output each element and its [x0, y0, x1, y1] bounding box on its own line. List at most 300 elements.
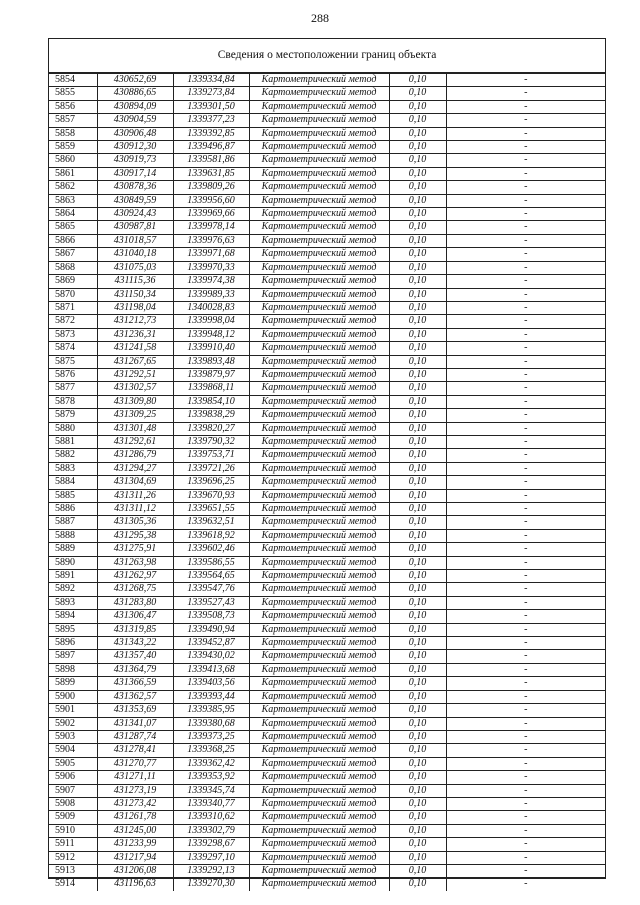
method-cell: Картометрический метод [249, 462, 389, 475]
accuracy-cell: 0,10 [389, 771, 446, 784]
x-coordinate-cell: 430912,30 [97, 141, 173, 154]
y-coordinate-cell: 1339377,23 [173, 114, 249, 127]
accuracy-cell: 0,10 [389, 811, 446, 824]
x-coordinate-cell: 431075,03 [97, 261, 173, 274]
description-cell: - [446, 288, 605, 301]
x-coordinate-cell: 431366,59 [97, 677, 173, 690]
description-cell: - [446, 234, 605, 247]
y-coordinate-cell: 1339301,50 [173, 100, 249, 113]
accuracy-cell: 0,10 [389, 744, 446, 757]
method-cell: Картометрический метод [249, 864, 389, 877]
method-cell: Картометрический метод [249, 141, 389, 154]
x-coordinate-cell: 431273,42 [97, 797, 173, 810]
method-cell: Картометрический метод [249, 154, 389, 167]
point-number-cell: 5863 [49, 194, 97, 207]
description-cell: - [446, 355, 605, 368]
method-cell: Картометрический метод [249, 328, 389, 341]
x-coordinate-cell: 431292,51 [97, 368, 173, 381]
point-number-cell: 5907 [49, 784, 97, 797]
point-number-cell: 5912 [49, 851, 97, 864]
x-coordinate-cell: 430924,43 [97, 208, 173, 221]
accuracy-cell: 0,10 [389, 194, 446, 207]
method-cell: Картометрический метод [249, 650, 389, 663]
y-coordinate-cell: 1339547,76 [173, 583, 249, 596]
accuracy-cell: 0,10 [389, 208, 446, 221]
table-row [49, 838, 605, 851]
description-cell: - [446, 422, 605, 435]
point-number-cell: 5855 [49, 87, 97, 100]
x-coordinate-cell: 431040,18 [97, 248, 173, 261]
description-cell: - [446, 677, 605, 690]
table-row [49, 87, 605, 100]
point-number-cell: 5902 [49, 717, 97, 730]
table-row [49, 878, 605, 891]
point-number-cell: 5858 [49, 127, 97, 140]
y-coordinate-cell: 1339385,95 [173, 704, 249, 717]
method-cell: Картометрический метод [249, 851, 389, 864]
method-cell: Картометрический метод [249, 368, 389, 381]
method-cell: Картометрический метод [249, 717, 389, 730]
table-row [49, 368, 605, 381]
method-cell: Картометрический метод [249, 637, 389, 650]
method-cell: Картометрический метод [249, 570, 389, 583]
y-coordinate-cell: 1339273,84 [173, 87, 249, 100]
point-number-cell: 5887 [49, 516, 97, 529]
x-coordinate-cell: 430886,65 [97, 87, 173, 100]
point-number-cell: 5901 [49, 704, 97, 717]
accuracy-cell: 0,10 [389, 583, 446, 596]
table-row [49, 489, 605, 502]
description-cell: - [446, 864, 605, 877]
x-coordinate-cell: 430987,81 [97, 221, 173, 234]
y-coordinate-cell: 1339631,85 [173, 167, 249, 180]
description-cell: - [446, 516, 605, 529]
point-number-cell: 5892 [49, 583, 97, 596]
point-number-cell: 5870 [49, 288, 97, 301]
description-cell: - [446, 503, 605, 516]
boundary-table-frame [48, 38, 606, 890]
point-number-cell: 5862 [49, 181, 97, 194]
y-coordinate-cell: 1339310,62 [173, 811, 249, 824]
table-row [49, 583, 605, 596]
point-number-cell: 5867 [49, 248, 97, 261]
point-number-cell: 5868 [49, 261, 97, 274]
x-coordinate-cell: 431319,85 [97, 623, 173, 636]
method-cell: Картометрический метод [249, 261, 389, 274]
accuracy-cell: 0,10 [389, 167, 446, 180]
point-number-cell: 5873 [49, 328, 97, 341]
point-number-cell: 5874 [49, 342, 97, 355]
method-cell: Картометрический метод [249, 288, 389, 301]
method-cell: Картометрический метод [249, 663, 389, 676]
table-row [49, 141, 605, 154]
point-number-cell: 5884 [49, 476, 97, 489]
point-number-cell: 5878 [49, 395, 97, 408]
point-number-cell: 5909 [49, 811, 97, 824]
table-row [49, 127, 605, 140]
accuracy-cell: 0,10 [389, 489, 446, 502]
accuracy-cell: 0,10 [389, 757, 446, 770]
x-coordinate-cell: 431196,63 [97, 878, 173, 891]
method-cell: Картометрический метод [249, 342, 389, 355]
accuracy-cell: 0,10 [389, 851, 446, 864]
description-cell: - [446, 623, 605, 636]
y-coordinate-cell: 1339270,30 [173, 878, 249, 891]
method-cell: Картометрический метод [249, 744, 389, 757]
accuracy-cell: 0,10 [389, 717, 446, 730]
accuracy-cell: 0,10 [389, 838, 446, 851]
table-row [49, 422, 605, 435]
table-row [49, 730, 605, 743]
accuracy-cell: 0,10 [389, 127, 446, 140]
description-cell: - [446, 328, 605, 341]
description-cell: - [446, 368, 605, 381]
y-coordinate-cell: 1339564,65 [173, 570, 249, 583]
table-row [49, 543, 605, 556]
accuracy-cell: 0,10 [389, 516, 446, 529]
accuracy-cell: 0,10 [389, 878, 446, 891]
y-coordinate-cell: 1339868,11 [173, 382, 249, 395]
table-row [49, 234, 605, 247]
method-cell: Картометрический метод [249, 476, 389, 489]
table-row [49, 744, 605, 757]
y-coordinate-cell: 1339362,42 [173, 757, 249, 770]
method-cell: Картометрический метод [249, 194, 389, 207]
point-number-cell: 5872 [49, 315, 97, 328]
x-coordinate-cell: 431353,69 [97, 704, 173, 717]
table-row [49, 355, 605, 368]
method-cell: Картометрический метод [249, 87, 389, 100]
x-coordinate-cell: 431362,57 [97, 690, 173, 703]
x-coordinate-cell: 431364,79 [97, 663, 173, 676]
accuracy-cell: 0,10 [389, 261, 446, 274]
y-coordinate-cell: 1339373,25 [173, 730, 249, 743]
point-number-cell: 5906 [49, 771, 97, 784]
accuracy-cell: 0,10 [389, 409, 446, 422]
point-number-cell: 5890 [49, 556, 97, 569]
method-cell: Картометрический метод [249, 610, 389, 623]
point-number-cell: 5900 [49, 690, 97, 703]
method-cell: Картометрический метод [249, 221, 389, 234]
x-coordinate-cell: 430919,73 [97, 154, 173, 167]
x-coordinate-cell: 431302,57 [97, 382, 173, 395]
accuracy-cell: 0,10 [389, 462, 446, 475]
y-coordinate-cell: 1339496,87 [173, 141, 249, 154]
table-row [49, 435, 605, 448]
description-cell: - [446, 610, 605, 623]
point-number-cell: 5911 [49, 838, 97, 851]
table-row [49, 650, 605, 663]
y-coordinate-cell: 1339302,79 [173, 824, 249, 837]
method-cell: Картометрический метод [249, 275, 389, 288]
table-row [49, 181, 605, 194]
point-number-cell: 5857 [49, 114, 97, 127]
table-row [49, 570, 605, 583]
description-cell: - [446, 596, 605, 609]
table-row [49, 476, 605, 489]
y-coordinate-cell: 1339956,60 [173, 194, 249, 207]
point-number-cell: 5886 [49, 503, 97, 516]
y-coordinate-cell: 1339403,56 [173, 677, 249, 690]
point-number-cell: 5860 [49, 154, 97, 167]
point-number-cell: 5864 [49, 208, 97, 221]
point-number-cell: 5877 [49, 382, 97, 395]
table-row [49, 717, 605, 730]
x-coordinate-cell: 431294,27 [97, 462, 173, 475]
point-number-cell: 5882 [49, 449, 97, 462]
accuracy-cell: 0,10 [389, 234, 446, 247]
x-coordinate-cell: 431233,99 [97, 838, 173, 851]
table-row [49, 784, 605, 797]
description-cell: - [446, 543, 605, 556]
y-coordinate-cell: 1339976,63 [173, 234, 249, 247]
description-cell: - [446, 301, 605, 314]
accuracy-cell: 0,10 [389, 315, 446, 328]
x-coordinate-cell: 431262,97 [97, 570, 173, 583]
method-cell: Картометрический метод [249, 315, 389, 328]
table-row [49, 154, 605, 167]
table-row [49, 74, 605, 87]
x-coordinate-cell: 431018,57 [97, 234, 173, 247]
table-row [49, 637, 605, 650]
table-row [49, 851, 605, 864]
description-cell: - [446, 878, 605, 891]
description-cell: - [446, 208, 605, 221]
method-cell: Картометрический метод [249, 583, 389, 596]
accuracy-cell: 0,10 [389, 610, 446, 623]
x-coordinate-cell: 431309,80 [97, 395, 173, 408]
method-cell: Картометрический метод [249, 824, 389, 837]
point-number-cell: 5905 [49, 757, 97, 770]
y-coordinate-cell: 1339527,43 [173, 596, 249, 609]
y-coordinate-cell: 1339969,66 [173, 208, 249, 221]
method-cell: Картометрический метод [249, 704, 389, 717]
description-cell: - [446, 771, 605, 784]
table-row [49, 704, 605, 717]
method-cell: Картометрический метод [249, 677, 389, 690]
table-row [49, 409, 605, 422]
point-number-cell: 5889 [49, 543, 97, 556]
x-coordinate-cell: 431278,41 [97, 744, 173, 757]
accuracy-cell: 0,10 [389, 368, 446, 381]
method-cell: Картометрический метод [249, 838, 389, 851]
description-cell: - [446, 717, 605, 730]
method-cell: Картометрический метод [249, 181, 389, 194]
y-coordinate-cell: 1339838,29 [173, 409, 249, 422]
point-number-cell: 5903 [49, 730, 97, 743]
method-cell: Картометрический метод [249, 529, 389, 542]
x-coordinate-cell: 430906,48 [97, 127, 173, 140]
y-coordinate-cell: 1339989,33 [173, 288, 249, 301]
description-cell: - [446, 529, 605, 542]
x-coordinate-cell: 431150,34 [97, 288, 173, 301]
point-number-cell: 5894 [49, 610, 97, 623]
x-coordinate-cell: 431271,11 [97, 771, 173, 784]
y-coordinate-cell: 1339334,84 [173, 74, 249, 87]
y-coordinate-cell: 1339345,74 [173, 784, 249, 797]
accuracy-cell: 0,10 [389, 301, 446, 314]
description-cell: - [446, 704, 605, 717]
accuracy-cell: 0,10 [389, 797, 446, 810]
description-cell: - [446, 114, 605, 127]
table-row [49, 503, 605, 516]
y-coordinate-cell: 1339380,68 [173, 717, 249, 730]
table-row [49, 167, 605, 180]
point-number-cell: 5883 [49, 462, 97, 475]
description-cell: - [446, 221, 605, 234]
x-coordinate-cell: 431357,40 [97, 650, 173, 663]
point-number-cell: 5885 [49, 489, 97, 502]
accuracy-cell: 0,10 [389, 704, 446, 717]
accuracy-cell: 0,10 [389, 328, 446, 341]
accuracy-cell: 0,10 [389, 570, 446, 583]
x-coordinate-cell: 431273,19 [97, 784, 173, 797]
method-cell: Картометрический метод [249, 409, 389, 422]
method-cell: Картометрический метод [249, 543, 389, 556]
page-number: 288 [311, 11, 329, 25]
accuracy-cell: 0,10 [389, 543, 446, 556]
point-number-cell: 5879 [49, 409, 97, 422]
x-coordinate-cell: 431306,47 [97, 610, 173, 623]
x-coordinate-cell: 431292,61 [97, 435, 173, 448]
table-row [49, 382, 605, 395]
description-cell: - [446, 275, 605, 288]
x-coordinate-cell: 431283,80 [97, 596, 173, 609]
description-cell: - [446, 154, 605, 167]
method-cell: Картометрический метод [249, 208, 389, 221]
table-row [49, 288, 605, 301]
accuracy-cell: 0,10 [389, 476, 446, 489]
method-cell: Картометрический метод [249, 167, 389, 180]
description-cell: - [446, 556, 605, 569]
accuracy-cell: 0,10 [389, 864, 446, 877]
point-number-cell: 5888 [49, 529, 97, 542]
description-cell: - [446, 342, 605, 355]
description-cell: - [446, 100, 605, 113]
description-cell: - [446, 87, 605, 100]
y-coordinate-cell: 1339632,51 [173, 516, 249, 529]
point-number-cell: 5881 [49, 435, 97, 448]
description-cell: - [446, 583, 605, 596]
method-cell: Картометрический метод [249, 382, 389, 395]
table-row [49, 194, 605, 207]
description-cell: - [446, 194, 605, 207]
y-coordinate-cell: 1339970,33 [173, 261, 249, 274]
x-coordinate-cell: 431268,75 [97, 583, 173, 596]
accuracy-cell: 0,10 [389, 114, 446, 127]
description-cell: - [446, 744, 605, 757]
x-coordinate-cell: 430917,14 [97, 167, 173, 180]
y-coordinate-cell: 1339392,85 [173, 127, 249, 140]
table-row [49, 610, 605, 623]
accuracy-cell: 0,10 [389, 154, 446, 167]
x-coordinate-cell: 431198,04 [97, 301, 173, 314]
description-cell: - [446, 637, 605, 650]
accuracy-cell: 0,10 [389, 395, 446, 408]
description-cell: - [446, 395, 605, 408]
accuracy-cell: 0,10 [389, 730, 446, 743]
accuracy-cell: 0,10 [389, 87, 446, 100]
table-row [49, 529, 605, 542]
method-cell: Картометрический метод [249, 114, 389, 127]
method-cell: Картометрический метод [249, 797, 389, 810]
description-cell: - [446, 181, 605, 194]
table-row [49, 395, 605, 408]
method-cell: Картометрический метод [249, 771, 389, 784]
accuracy-cell: 0,10 [389, 663, 446, 676]
table-row [49, 824, 605, 837]
x-coordinate-cell: 430878,36 [97, 181, 173, 194]
x-coordinate-cell: 430894,09 [97, 100, 173, 113]
x-coordinate-cell: 431295,38 [97, 529, 173, 542]
description-cell: - [446, 784, 605, 797]
table-row [49, 690, 605, 703]
method-cell: Картометрический метод [249, 422, 389, 435]
table-row [49, 315, 605, 328]
y-coordinate-cell: 1339340,77 [173, 797, 249, 810]
table-row [49, 342, 605, 355]
accuracy-cell: 0,10 [389, 221, 446, 234]
x-coordinate-cell: 431304,69 [97, 476, 173, 489]
point-number-cell: 5908 [49, 797, 97, 810]
y-coordinate-cell: 1339618,92 [173, 529, 249, 542]
section-title: Сведения о местоположении границ объекта [49, 39, 605, 73]
table-row [49, 114, 605, 127]
description-cell: - [446, 74, 605, 87]
description-cell: - [446, 261, 605, 274]
table-row [49, 677, 605, 690]
accuracy-cell: 0,10 [389, 556, 446, 569]
x-coordinate-cell: 431343,22 [97, 637, 173, 650]
method-cell: Картометрический метод [249, 74, 389, 87]
y-coordinate-cell: 1339809,26 [173, 181, 249, 194]
y-coordinate-cell: 1339430,02 [173, 650, 249, 663]
point-number-cell: 5898 [49, 663, 97, 676]
y-coordinate-cell: 1339854,10 [173, 395, 249, 408]
y-coordinate-cell: 1339974,38 [173, 275, 249, 288]
table-row [49, 221, 605, 234]
coordinates-table [49, 73, 605, 891]
accuracy-cell: 0,10 [389, 784, 446, 797]
description-cell: - [446, 851, 605, 864]
method-cell: Картометрический метод [249, 596, 389, 609]
y-coordinate-cell: 1339602,46 [173, 543, 249, 556]
y-coordinate-cell: 1339670,93 [173, 489, 249, 502]
table-row [49, 462, 605, 475]
table-row [49, 301, 605, 314]
y-coordinate-cell: 1339893,48 [173, 355, 249, 368]
accuracy-cell: 0,10 [389, 74, 446, 87]
y-coordinate-cell: 1339490,94 [173, 623, 249, 636]
accuracy-cell: 0,10 [389, 596, 446, 609]
description-cell: - [446, 382, 605, 395]
accuracy-cell: 0,10 [389, 100, 446, 113]
x-coordinate-cell: 431261,78 [97, 811, 173, 824]
y-coordinate-cell: 1339971,68 [173, 248, 249, 261]
description-cell: - [446, 757, 605, 770]
x-coordinate-cell: 431286,79 [97, 449, 173, 462]
description-cell: - [446, 462, 605, 475]
point-number-cell: 5913 [49, 864, 97, 877]
x-coordinate-cell: 431341,07 [97, 717, 173, 730]
accuracy-cell: 0,10 [389, 422, 446, 435]
point-number-cell: 5891 [49, 570, 97, 583]
x-coordinate-cell: 431115,36 [97, 275, 173, 288]
y-coordinate-cell: 1339298,67 [173, 838, 249, 851]
x-coordinate-cell: 430904,59 [97, 114, 173, 127]
point-number-cell: 5865 [49, 221, 97, 234]
method-cell: Картометрический метод [249, 623, 389, 636]
